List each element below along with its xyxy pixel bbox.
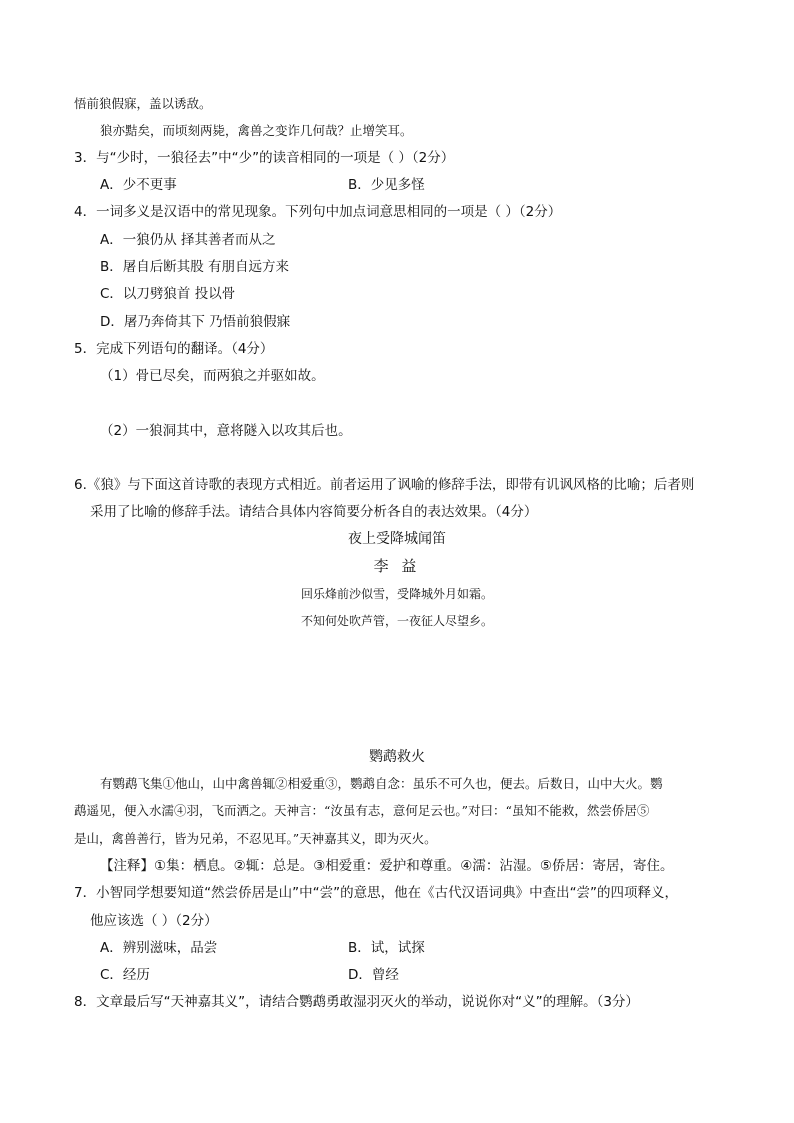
question-8-stem: 8．文章最后写“天神嘉其义”，请结合鹦鹉勇敢湿羽灭火的举动，说说你对“义”的理解。（3分） bbox=[74, 994, 639, 1010]
passage-line: 狼亦黠矣，而顷刻两毙，禽兽之变诈几何哉？止增笑耳。 bbox=[100, 123, 413, 138]
question-5-stem: 5．完成下列语句的翻译。（4分） bbox=[74, 341, 274, 357]
passage-notes: 【注释】①集：栖息。②辄：总是。③相爱重：爱护和尊重。④濡：沾湿。⑤侨居：寄居，寄住。 bbox=[100, 858, 674, 874]
question-7-option-d: D．曾经 bbox=[348, 967, 399, 983]
question-7-option-b: B．试，试探 bbox=[348, 940, 425, 956]
question-5-item-2: （2）一狼洞其中，意将隧入以攻其后也。 bbox=[100, 423, 352, 439]
question-6-stem: 6.《狼》与下面这首诗歌的表现方式相近。前者运用了讽喻的修辞手法，即带有讥讽风格的比喻；后者则 bbox=[74, 477, 695, 493]
poem-line: 回乐烽前沙似雪，受降城外月如霜。 bbox=[300, 587, 493, 601]
question-7-stem: 他应该选（ ）（2分） bbox=[90, 913, 218, 929]
question-7-stem: 7．小智同学想要知道“然尝侨居是山”中“尝”的意思，他在《古代汉语词典》中查出“尝”的四项释义， bbox=[74, 885, 679, 901]
passage-title: 鹦鹉救火 bbox=[369, 749, 425, 765]
question-3-option-b: B．少见多怪 bbox=[348, 177, 425, 193]
passage-line: 是山，禽兽善行，皆为兄弟，不忍见耳。”天神嘉其义，即为灭火。 bbox=[74, 831, 437, 846]
question-4-option-b: B．屠自后断其股 有朋自远方来 bbox=[100, 259, 290, 275]
question-4-option-d: D．屠乃奔倚其下 乃悟前狼假寐 bbox=[100, 314, 291, 330]
poem-title: 夜上受降城闻笛 bbox=[348, 531, 446, 547]
question-4-option-a: A．一狼仍从 择其善者而从之 bbox=[100, 232, 276, 248]
question-5-item-1: （1）骨已尽矣，而两狼之并驱如故。 bbox=[100, 368, 325, 384]
question-4-option-c: C．以刀劈狼首 投以骨 bbox=[100, 286, 236, 302]
question-7-option-a: A．辨别滋味，品尝 bbox=[100, 940, 218, 956]
question-4-stem: 4．一词多义是汉语中的常见现象。下列句中加点词意思相同的一项是（ ）（2分） bbox=[74, 204, 562, 220]
poem-author: 李 益 bbox=[373, 557, 421, 575]
question-3-option-a: A．少不更事 bbox=[100, 177, 177, 193]
question-7-option-c: C．经历 bbox=[100, 967, 150, 983]
poem-line: 不知何处吹芦管，一夜征人尽望乡。 bbox=[300, 614, 493, 628]
passage-line: 悟前狼假寐，盖以诱敌。 bbox=[74, 96, 212, 111]
question-6-stem: 采用了比喻的修辞手法。请结合具体内容简要分析各自的表达效果。（4分） bbox=[90, 504, 538, 520]
passage-line: 有鹦鹉飞集①他山，山中禽兽辄②相爱重③，鹦鹉自念：虽乐不可久也，便去。后数日，山中大火。鹦 bbox=[100, 776, 663, 791]
question-3-stem: 3．与“少时，一狼径去”中“少”的读音相同的一项是（ ）（2分） bbox=[74, 150, 455, 166]
passage-line: 鹉遥见，便入水濡④羽，飞而洒之。天神言：“汝虽有志，意何足云也。”对曰：“虽知不能救，然尝侨居⑤ bbox=[74, 803, 650, 818]
